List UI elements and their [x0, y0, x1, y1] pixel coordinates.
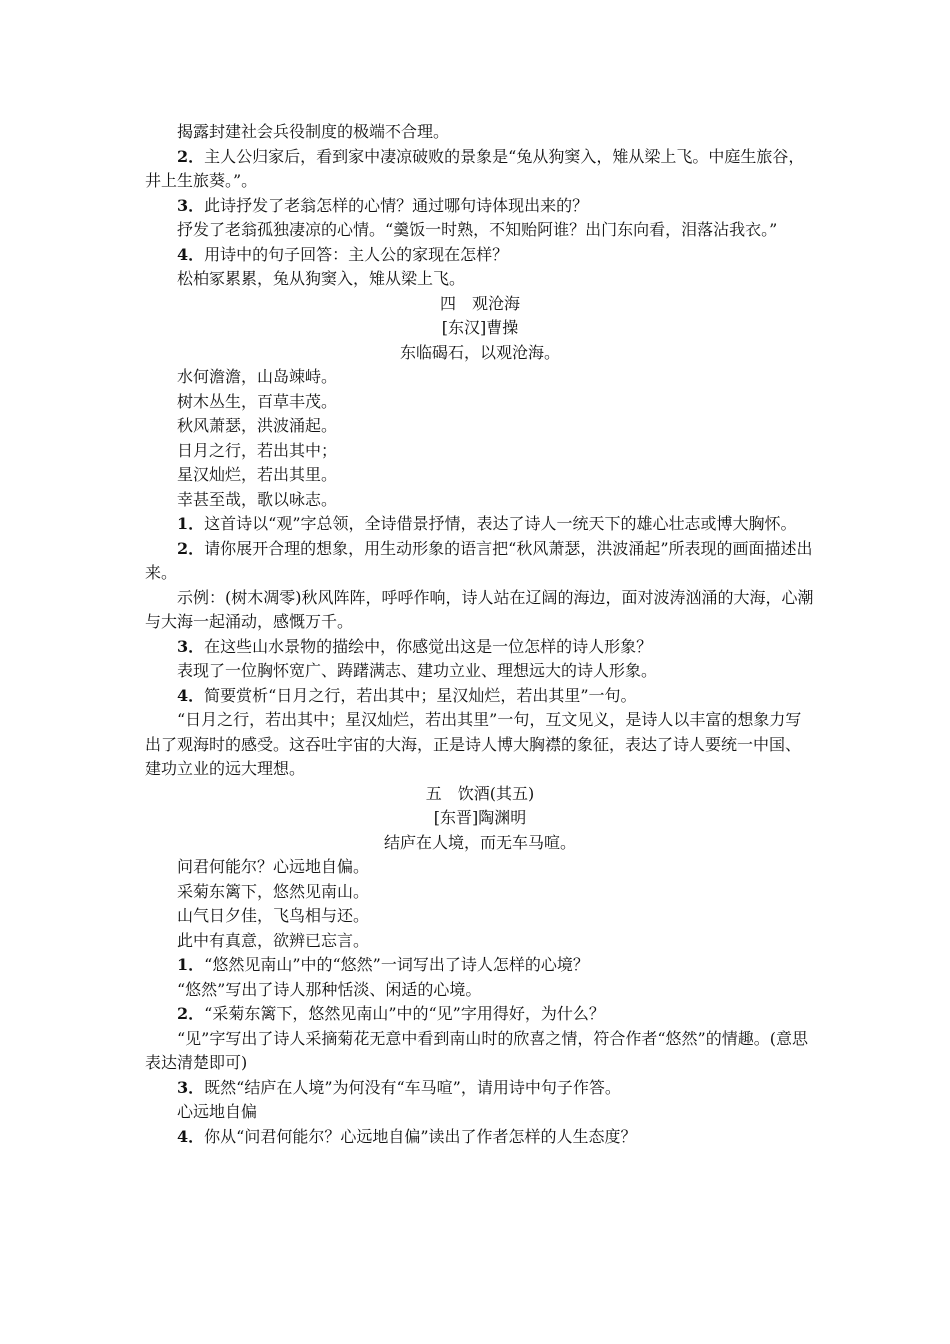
poem-line: 山气日夕佳，飞鸟相与还。 — [177, 906, 370, 925]
question-1 — [145, 512, 815, 537]
question-3 — [145, 635, 815, 660]
question-4 — [145, 684, 815, 709]
poem-line: 采菊东篱下，悠然见南山。 — [177, 881, 370, 901]
question-4 — [145, 1125, 815, 1150]
section-title: 五 饮酒(其五) — [425, 783, 535, 803]
question-text: 既然“结庐在人境”为何没有“车马喧”，请用诗中句子作答。 — [204, 1077, 621, 1097]
answer-line: 松柏冢累累，兔从狗窦入，雉从梁上飞。 — [177, 269, 466, 288]
poem-line: 结庐在人境，而无车马喧。 — [383, 832, 576, 852]
poem-line: 秋风萧瑟，洪波涌起。 — [177, 416, 338, 435]
question-number: 1． — [177, 514, 205, 533]
answer-line: “见”字写出了诗人采摘菊花无意中看到南山时的欣喜之情，符合作者“悠然”的情趣。(意思表达清楚即可) — [145, 1028, 808, 1072]
question-2 — [145, 1002, 815, 1027]
question-number: 4． — [177, 1126, 205, 1146]
question-1 — [145, 953, 815, 978]
question-text: “采菊东篱下，悠然见南山”中的“见”字用得好，为什么？ — [204, 1004, 605, 1023]
question-number: 4． — [177, 685, 205, 705]
question-number: 3． — [177, 636, 205, 656]
answer-line: 抒发了老翁孤独凄凉的心情。“羹饭一时熟，不知贻阿谁？出门东向看，泪落沾我衣。” — [177, 220, 778, 239]
document-page — [145, 120, 815, 1149]
poem-line: 星汉灿烂，若出其里。 — [177, 465, 338, 484]
poem-author: [东晋]陶渊明 — [433, 808, 527, 827]
question-text: 你从“问君何能尔？心远地自偏”读出了作者怎样的人生态度？ — [204, 1126, 637, 1146]
poem-line: 东临碣石，以观沧海。 — [399, 342, 560, 362]
question-text: 用诗中的句子回答：主人公的家现在怎样？ — [204, 244, 509, 264]
answer-line: 示例：(树木凋零)秋风阵阵，呼呼作响，诗人站在辽阔的海边，面对波涛汹涌的大海，心潮与大海一起涌动，感慨万千。 — [145, 587, 814, 631]
question-number: 4． — [177, 244, 205, 264]
question-text: “悠然见南山”中的“悠然”一词写出了诗人怎样的心境？ — [204, 955, 589, 974]
question-number: 2． — [177, 538, 205, 558]
question-4 — [145, 243, 815, 268]
poem-line: 树木丛生，百草丰茂。 — [177, 391, 338, 411]
question-text: 在这些山水景物的描绘中，你感觉出这是一位怎样的诗人形象？ — [204, 636, 653, 656]
answer-line: 心远地自偏 — [177, 1102, 258, 1121]
question-3 — [145, 194, 815, 219]
question-3 — [145, 1076, 815, 1101]
section-title: 四 观沧海 — [439, 293, 520, 313]
question-number: 2． — [177, 146, 205, 166]
question-text: 简要赏析“日月之行，若出其中；星汉灿烂，若出其里”一句。 — [204, 685, 637, 705]
question-text: 此诗抒发了老翁怎样的心情？通过哪句诗体现出来的？ — [204, 195, 589, 215]
answer-line: 表现了一位胸怀宽广、踌躇满志、建功立业、理想远大的诗人形象。 — [177, 661, 658, 680]
poem-line: 幸甚至哉，歌以咏志。 — [177, 489, 338, 509]
poem-author: [东汉]曹操 — [441, 318, 519, 337]
question-2 — [145, 537, 815, 586]
poem-line: 问君何能尔？心远地自偏。 — [177, 857, 370, 876]
question-number: 1． — [177, 955, 205, 974]
question-2 — [145, 145, 815, 194]
answer-line: “悠然”写出了诗人那种恬淡、闲适的心境。 — [177, 979, 482, 999]
poem-line: 日月之行，若出其中； — [177, 440, 338, 460]
question-text: 这首诗以“观”字总领，全诗借景抒情，表达了诗人一统天下的雄心壮志或博大胸怀。 — [204, 514, 797, 533]
question-text: 请你展开合理的想象，用生动形象的语言把“秋风萧瑟，洪波涌起”所表现的画面描述出来。 — [145, 538, 813, 582]
question-number: 3． — [177, 1077, 205, 1097]
answer-line: 揭露封建社会兵役制度的极端不合理。 — [177, 122, 450, 141]
poem-line: 此中有真意，欲辨已忘言。 — [177, 930, 370, 950]
question-text: 主人公归家后，看到家中凄凉破败的景象是“兔从狗窦入，雉从梁上飞。中庭生旅谷，井上生旅葵。”。 — [145, 146, 805, 190]
answer-line: “日月之行，若出其中；星汉灿烂，若出其里”一句，互文见义，是诗人以丰富的想象力写出了观海时的感受。这吞吐宇宙的大海，正是诗人博大胸襟的象征，表达了诗人要统一中国、建功立业的远大理想。 — [145, 710, 802, 778]
question-number: 2． — [177, 1004, 205, 1023]
poem-line: 水何澹澹，山岛竦峙。 — [177, 367, 338, 386]
question-number: 3． — [177, 195, 205, 215]
